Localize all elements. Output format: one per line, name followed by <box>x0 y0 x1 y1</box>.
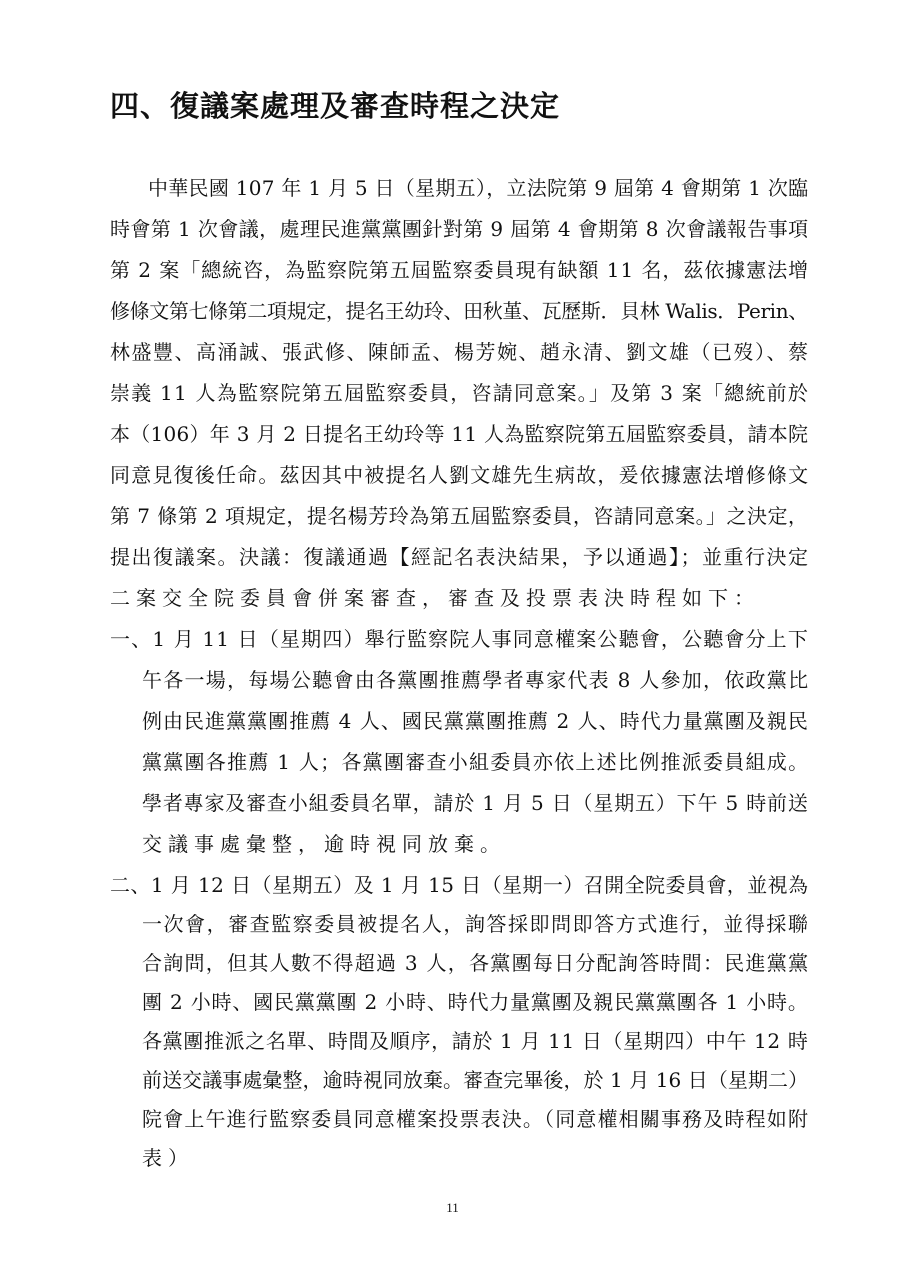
paragraph-line: 二案交全院委員會併案審查，審查及投票表決時程如下： <box>110 586 760 610</box>
paragraph-line: 時會第 1 次會議，處理民進黨黨團針對第 9 屆第 4 會期第 8 次會議報告事項 <box>110 217 809 241</box>
list-item-line: 黨黨團各推薦 1 人；各黨團審查小組委員亦依上述比例推派委員組成。 <box>142 750 810 774</box>
list-item-line: 交議事處彙整，逾時視同放棄。 <box>142 832 506 856</box>
list-item-line: 院會上午進行監察委員同意權案投票表決。（同意權相關事務及時程如附 <box>142 1107 810 1131</box>
list-item-line: 一次會，審查監察委員被提名人，詢答採即問即答方式進行，並得採聯 <box>142 912 810 936</box>
list-item-line: 團 2 小時、國民黨黨團 2 小時、時代力量黨團及親民黨黨團各 1 小時。 <box>142 990 809 1014</box>
paragraph-line: 第 7 條第 2 項規定，提名楊芳玲為第五屆監察委員，咨請同意案。」之決定， <box>110 504 809 528</box>
paragraph-line: 第 2 案「總統咨，為監察院第五屆監察委員現有缺額 11 名，茲依據憲法增 <box>110 258 810 282</box>
list-item-line: 表） <box>142 1146 194 1170</box>
list-item-line: 合詢問，但其人數不得超過 3 人，各黨團每日分配詢答時間：民進黨黨 <box>142 951 810 975</box>
list-item-line: 各黨團推派之名單、時間及順序，請於 1 月 11 日（星期四）中午 12 時 <box>142 1029 809 1053</box>
paragraph-line: 崇義 11 人為監察院第五屆監察委員，咨請同意案。」及第 3 案「總統前於 <box>110 381 810 405</box>
list-item-line: 一、1 月 11 日（星期四）舉行監察院人事同意權案公聽會，公聽會分上下 <box>110 627 810 651</box>
paragraph-line: 中華民國 107 年 1 月 5 日（星期五），立法院第 9 屆第 4 會期第 1 次臨 <box>148 176 809 200</box>
list-item-line: 學者專家及審查小組委員名單，請於 1 月 5 日（星期五）下午 5 時前送 <box>142 791 809 815</box>
list-item-line: 二、1 月 12 日（星期五）及 1 月 15 日（星期一）召開全院委員會，並視為 <box>110 873 809 897</box>
page-number: 11 <box>446 1200 459 1215</box>
paragraph-line: 修條文第七條第二項規定，提名王幼玲、田秋堇、瓦歷斯．貝林 Walis．Perin、 <box>110 299 808 323</box>
list-item-line: 例由民進黨黨團推薦 4 人、國民黨黨團推薦 2 人、時代力量黨團及親民 <box>142 709 809 733</box>
section-heading: 四、復議案處理及審查時程之決定 <box>110 89 561 123</box>
list-item-line: 午各一場，每場公聽會由各黨團推薦學者專家代表 8 人參加，依政黨比 <box>142 668 810 692</box>
list-item-line: 前送交議事處彙整，逾時視同放棄。審查完畢後，於 1 月 16 日（星期二） <box>142 1068 809 1092</box>
paragraph-line: 本（106）年 3 月 2 日提名王幼玲等 11 人為監察院第五屆監察委員，請本院 <box>110 422 809 446</box>
paragraph-line: 提出復議案。決議：復議通過【經記名表決結果，予以通過】；並重行決定 <box>110 545 810 569</box>
paragraph-line: 同意見復後任命。茲因其中被提名人劉文雄先生病故，爰依據憲法增修條文 <box>110 463 810 487</box>
paragraph-line: 林盛豐、高涌誠、張武修、陳師孟、楊芳婉、趙永清、劉文雄（已歿）、蔡 <box>110 340 810 364</box>
